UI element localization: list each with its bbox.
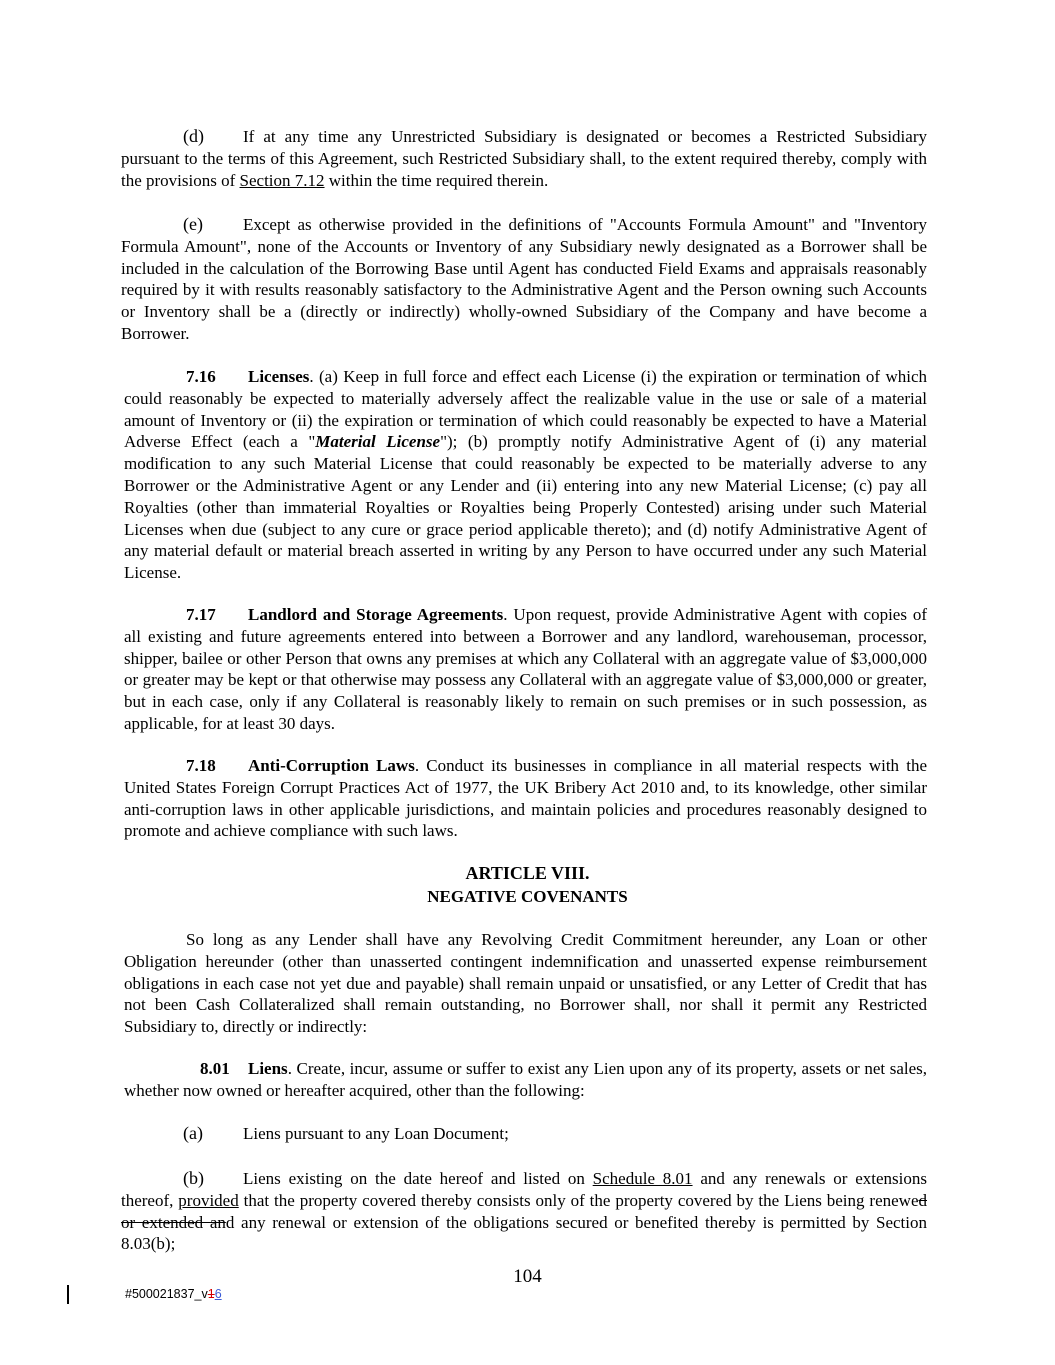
defined-term: Material License [315,432,441,452]
article-intro: So long as any Lender shall have any Revolving Credit Commitment hereunder, any Loan or other Obligation hereunder (other than unasserted contingent indemnification and unasserted expense reimbursement obligations in each case not yet due and payable) shall remain unpaid or unsatisfied, or any Letter of Credit that has not been Cash Collateralized shall remain outstanding, no Borrower shall, nor shall it permit any Restricted Subsidiary to, directly or indirectly: [124,930,927,1037]
document-version-old: 1 [207,1287,215,1301]
section-7-16: 7.16 Licenses. (a) Keep in full force and effect each License (i) the expiration or termination of which could reasonably be expected to materially adversely affect the realizable value in the use or sale of a material amount of Inventory or (ii) the expiration or termination of which could reasonably be expected to have a Material Adverse Effect (each a "Material License"); (b) promptly notify Administrative Agent of (i) any material modification to any such Material License that could reasonably be expected to be materially adverse to any Borrower or the Administrative Agent or any Lender and (ii) entering into any new Material License; (c) pay all Royalties (other than immaterial Royalties or Royalties being Properly Contested) arising under such Material Licenses when due (subject to any cure or grace period applicable thereto); and (d) notify Administrative Agent of any material default or material breach asserted in writing by any Person to have occurred under any such Material License. [124,367,928,583]
section-number: 7.16 [186,367,216,386]
item-label: (a) [183,1123,203,1143]
section-7-17: 7.17 Landlord and Storage Agreements. Upon request, provide Administrative Agent with copies of all existing and future agreements entered into between a Borrower and any landlord, warehouseman, processor, shipper, bailee or other Person that owns any premises at which any Collateral with an aggregate value of $3,000,000 or greater may be kept or that otherwise may possess any Collateral with an aggregate value of $3,000,000 or greater, but in each case, only if any Collateral is reasonably likely to remain on such premises or in such possession, as applicable, for at least 30 days. [124,605,927,733]
section-title: Licenses [248,367,310,386]
schedule-reference-link[interactable]: Schedule 8.01 [592,1169,693,1188]
section-number: 8.01 [200,1059,230,1078]
section-title: Landlord and Storage Agreements [248,605,504,624]
document-id: #500021837_v16 [125,1287,222,1301]
section-7-18: 7.18 Anti-Corruption Laws. Conduct its businesses in compliance in all material respects with the United States Foreign Corrupt Practices Act of 1977, the UK Bribery Act 2010 and, to its knowledge, other similar anti-corruption laws in other applicable jurisdictions, and maintain policies and procedures reasonably designed to promote and achieve compliance with such laws. [124,756,928,841]
paragraph-label: (e) [183,214,203,234]
section-title: Anti-Corruption Laws [248,756,415,775]
paragraph-d: (d) If at any time any Unrestricted Subsidiary is designated or becomes a Restricted Subsidiary pursuant to the terms of this Agreement, such Restricted Subsidiary shall, to the extent required thereby, comply with the provisions of Section 7.12 within the time required therein. [121,126,927,190]
section-8-01: 8.01 Liens. Create, incur, assume or suffer to exist any Lien upon any of its property, assets or net sales, whether now owned or hereafter acquired, other than the following: [124,1059,927,1100]
item-label: (b) [183,1168,204,1188]
page-number: 104 [513,1266,542,1287]
item-b: (b) Liens existing on the date hereof and listed on Schedule 8.01 and any renewals or extensions thereof, provided that the property covered thereby consists only of the property covered by the Liens being renewed or extended and any renewal or extension of the obligations secured or benefited thereby is permitted by Section 8.03(b); [121,1168,927,1254]
document-version-new: 6 [214,1287,222,1301]
section-number: 7.18 [186,756,216,775]
item-a: (a) Liens pursuant to any Loan Document; [183,1123,509,1143]
article-number: ARTICLE VIII. [465,863,590,883]
paragraph-e: (e) Except as otherwise provided in the definitions of "Accounts Formula Amount" and "Inventory Formula Amount", none of the Accounts or Inventory of any Subsidiary newly designated as a Borrower shall be included in the calculation of the Borrowing Base until Agent has conducted Field Exams and appraisals reasonably required by it with results reasonably satisfactory to the Administrative Agent and the Person owning such Accounts or Inventory shall be a (directly or indirectly) wholly-owned Subsidiary of the Company and have become a Borrower. [121,214,927,343]
provided-term: provided [178,1190,239,1210]
section-title: Liens [248,1059,288,1078]
revision-bar [67,1285,69,1304]
deleted-text: d or extended an [121,1190,927,1232]
section-number: 7.17 [186,605,216,624]
paragraph-label: (d) [183,126,204,146]
section-reference-link[interactable]: Section 7.12 [239,170,325,190]
article-title: NEGATIVE COVENANTS [427,887,628,906]
